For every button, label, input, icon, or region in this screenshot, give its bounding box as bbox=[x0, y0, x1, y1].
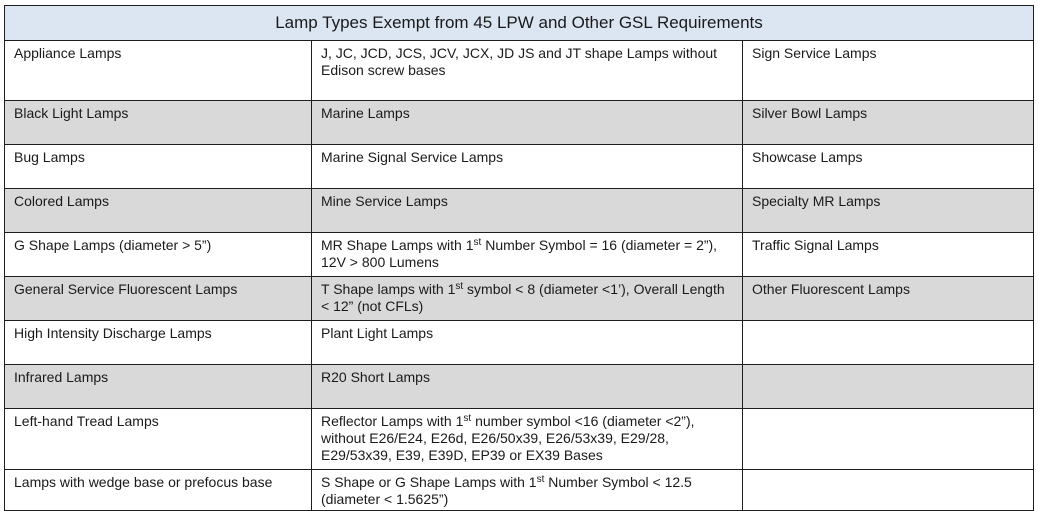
table-cell: MR Shape Lamps with 1st Number Symbol = 16 (diameter = 2”), 12V > 800 Lumens bbox=[312, 233, 743, 277]
table-row bbox=[5, 277, 1034, 321]
table-cell: Other Fluorescent Lamps bbox=[743, 277, 1034, 321]
table-cell: Plant Light Lamps bbox=[312, 321, 743, 365]
table-cell: T Shape lamps with 1st symbol < 8 (diameter <1’), Overall Length < 12” (not CFLs) bbox=[312, 277, 743, 321]
table-row bbox=[5, 321, 1034, 365]
table-cell: Showcase Lamps bbox=[743, 145, 1034, 189]
table-title: Lamp Types Exempt from 45 LPW and Other GSL Requirements bbox=[5, 6, 1034, 41]
table-cell: Sign Service Lamps bbox=[743, 41, 1034, 101]
table-cell: Appliance Lamps bbox=[5, 41, 312, 101]
table-cell: High Intensity Discharge Lamps bbox=[5, 321, 312, 365]
table-cell: Bug Lamps bbox=[5, 145, 312, 189]
table-row bbox=[5, 409, 1034, 470]
table-row bbox=[5, 365, 1034, 409]
table-title-row bbox=[5, 6, 1034, 41]
table-cell bbox=[743, 470, 1034, 511]
table-cell: G Shape Lamps (diameter > 5”) bbox=[5, 233, 312, 277]
table-cell: Reflector Lamps with 1st number symbol <16 (diameter <2”), without E26/E24, E26d, E26/50x39, E26/53x39, E29/28, E29/53x39, E39, E39D, EP39 or EX39 Bases bbox=[312, 409, 743, 470]
table-cell: General Service Fluorescent Lamps bbox=[5, 277, 312, 321]
table-cell: Colored Lamps bbox=[5, 189, 312, 233]
table-cell: Mine Service Lamps bbox=[312, 189, 743, 233]
exempt-lamps-table bbox=[4, 5, 1034, 511]
table-cell: Marine Signal Service Lamps bbox=[312, 145, 743, 189]
table-cell bbox=[743, 409, 1034, 470]
table-cell: R20 Short Lamps bbox=[312, 365, 743, 409]
table-cell: Silver Bowl Lamps bbox=[743, 101, 1034, 145]
table-cell: S Shape or G Shape Lamps with 1st Number Symbol < 12.5 (diameter < 1.5625”) bbox=[312, 470, 743, 511]
table-cell: Infrared Lamps bbox=[5, 365, 312, 409]
table-row bbox=[5, 101, 1034, 145]
table-cell: Left-hand Tread Lamps bbox=[5, 409, 312, 470]
table-row bbox=[5, 233, 1034, 277]
table-row bbox=[5, 470, 1034, 511]
table-cell bbox=[743, 321, 1034, 365]
table-row bbox=[5, 145, 1034, 189]
table-row bbox=[5, 41, 1034, 101]
table-cell: Lamps with wedge base or prefocus base bbox=[5, 470, 312, 511]
table-cell: Black Light Lamps bbox=[5, 101, 312, 145]
table-row bbox=[5, 189, 1034, 233]
table-cell: Traffic Signal Lamps bbox=[743, 233, 1034, 277]
table-cell: J, JC, JCD, JCS, JCV, JCX, JD JS and JT shape Lamps without Edison screw bases bbox=[312, 41, 743, 101]
table-cell: Specialty MR Lamps bbox=[743, 189, 1034, 233]
table-cell bbox=[743, 365, 1034, 409]
table-cell: Marine Lamps bbox=[312, 101, 743, 145]
